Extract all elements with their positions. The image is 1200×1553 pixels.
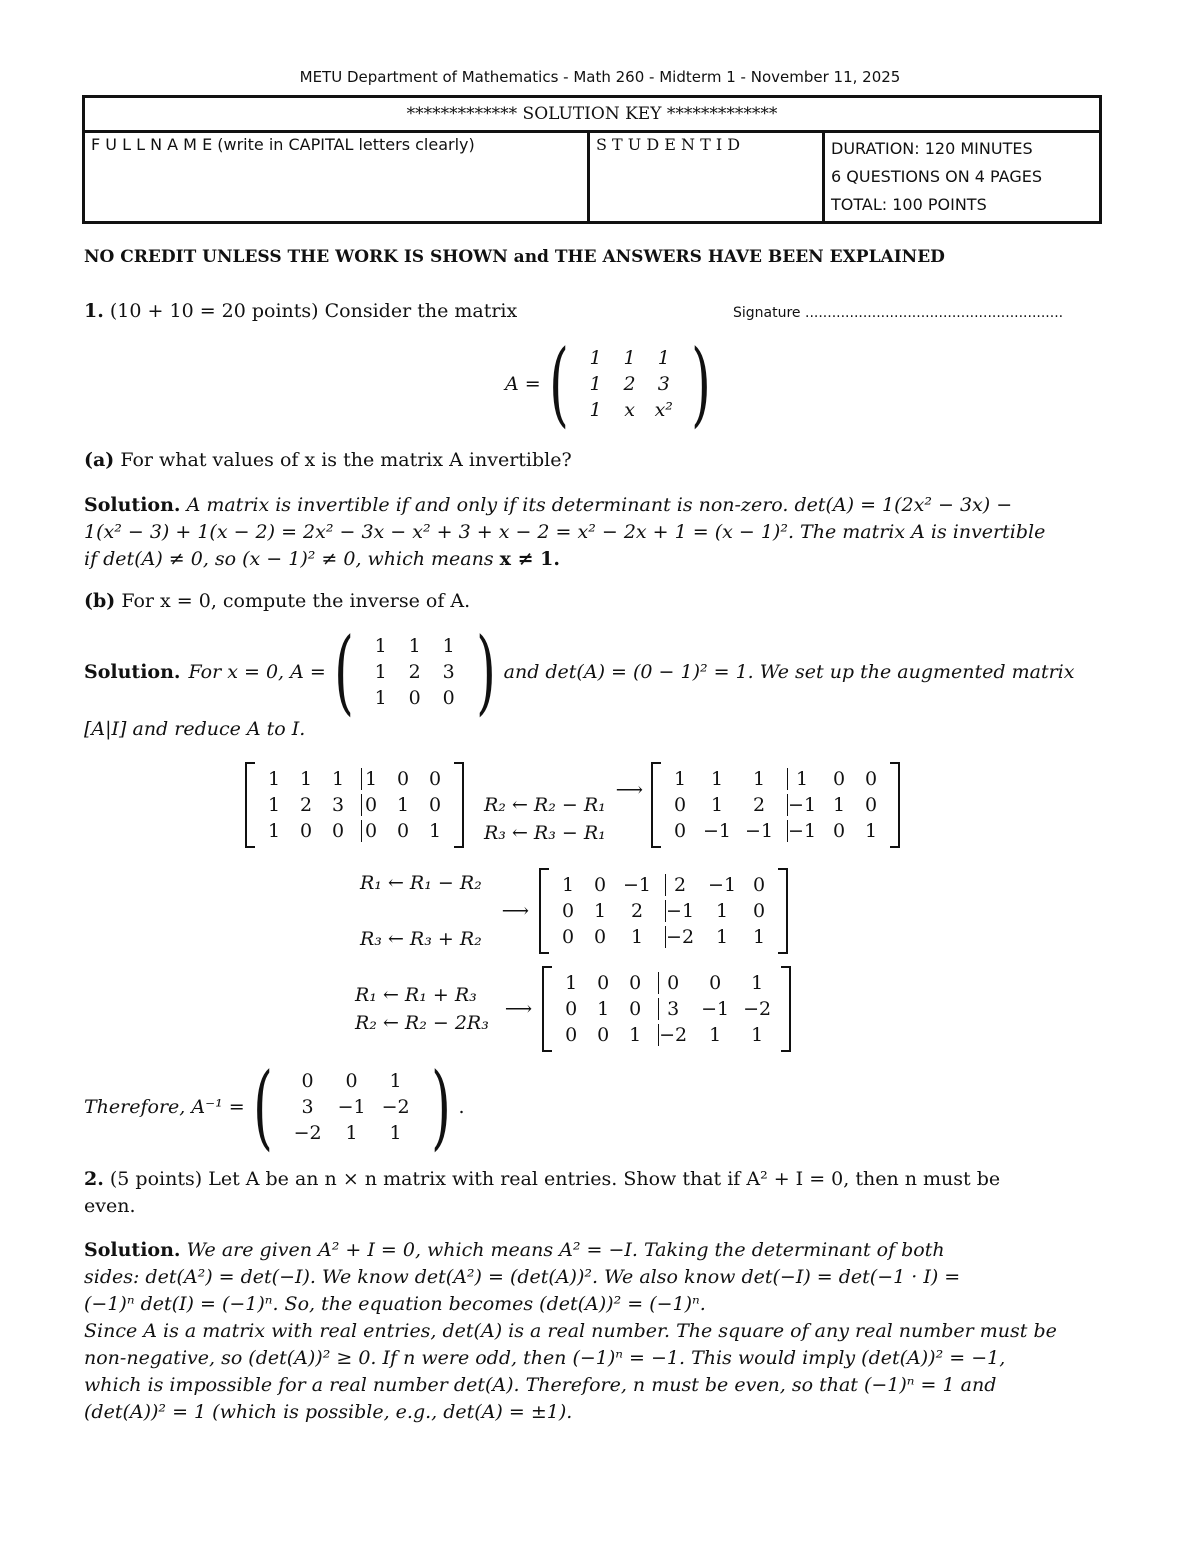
matrix-cell: 0 (658, 972, 687, 994)
q1b-label: (b) (84, 590, 116, 612)
matrix-cell: x (624, 399, 635, 421)
matrix-cell: 1 (561, 874, 575, 896)
matrix-cell: 0 (629, 998, 642, 1020)
matrix-cell: x² (654, 399, 673, 421)
matrix-cell: 1 (751, 1024, 764, 1046)
solution-label: Solution. (84, 494, 181, 516)
matrix-cell: 1 (752, 768, 766, 790)
matrix-cell: 2 (630, 900, 644, 922)
q1-number: 1. (84, 300, 104, 322)
matrix-cell: 1 (833, 794, 846, 816)
matrix-cell: 1 (589, 399, 602, 421)
matrix-cell: 3 (658, 998, 687, 1020)
matrix-cell: 0 (345, 1070, 358, 1092)
matrix-cell: 0 (428, 794, 442, 816)
matrix-cell: −1 (745, 820, 774, 842)
q2-solution (84, 1237, 1108, 1426)
inverse-matrix-entries (281, 1070, 423, 1144)
solution-key-banner: ************* SOLUTION KEY ************* (84, 97, 1101, 132)
matrix-cell: 1 (865, 820, 878, 842)
matrix-cell: 1 (267, 768, 281, 790)
matrix-cell: 1 (630, 926, 644, 948)
q1a-sol-line3: if det(A) ≠ 0, so (x − 1)² ≠ 0, which means (84, 548, 500, 570)
q1a-sol-line1: A matrix is invertible if and only if its determinant is non-zero. det(A) = 1(2x² − 3x) − (186, 494, 1013, 516)
matrix-A0-entries (362, 635, 468, 709)
matrix-cell: 1 (267, 794, 281, 816)
matrix-cell: 0 (561, 900, 575, 922)
matrix-cell: 1 (267, 820, 281, 842)
solution-label: Solution. (84, 661, 181, 683)
matrix-cell: 1 (361, 768, 380, 790)
row-op: R₁ ← R₁ − R₂ (360, 872, 482, 894)
q1b-solution-line: Solution. For x = 0, A = ( 1 1 1 1 2 3 1 0 0 ) and det(A) = (0 − 1)² = 1. We set up the augmented matrix (84, 618, 1075, 725)
matrix-cell: 0 (865, 768, 878, 790)
matrix-cell: −1 (337, 1096, 366, 1118)
matrix-cell: 1 (389, 1122, 402, 1144)
no-credit-notice: NO CREDIT UNLESS THE WORK IS SHOWN and THE ANSWERS HAVE BEEN EXPLAINED (84, 247, 945, 267)
period: . (458, 1096, 465, 1118)
full-name-label: F U L L N A M E (write in CAPITAL letters clearly) (91, 135, 475, 154)
matrix-cell: 2 (665, 874, 694, 896)
matrix-cell: 0 (361, 820, 380, 842)
arrow: ⟶ (615, 779, 644, 801)
matrix-cell: 0 (709, 972, 722, 994)
matrix-cell: 3 (331, 794, 345, 816)
matrix-cell: 0 (396, 768, 410, 790)
questions-text: 6 QUESTIONS ON 4 PAGES (831, 167, 1042, 186)
matrix-cell: 2 (408, 661, 421, 683)
matrix-cell: 1 (374, 661, 387, 683)
matrix-cell: −1 (788, 820, 817, 842)
q1-heading (84, 300, 517, 322)
matrix-cell: 0 (299, 820, 313, 842)
matrix-cell: 1 (589, 373, 602, 395)
matrix-cell: 1 (710, 794, 724, 816)
matrix-cell: 1 (751, 972, 764, 994)
matrix-cell: −2 (666, 926, 695, 948)
matrix-cell: 1 (374, 687, 387, 709)
matrix-cell: −1 (788, 794, 817, 816)
inverse-result: Therefore, A⁻¹ = ( 0 0 1 3 −1 −2 −2 1 1 ) . (84, 1053, 465, 1160)
q2-sol-line4: Since A is a matrix with real entries, det(A) is a real number. The square of any real number must be (84, 1320, 1057, 1342)
matrix-A-label: A = (505, 373, 541, 395)
matrix-cell: 3 (442, 661, 455, 683)
step2-operations (360, 869, 482, 953)
matrix-cell: 0 (593, 926, 607, 948)
page-header: METU Department of Mathematics - Math 260 - Midterm 1 - November 11, 2025 (299, 68, 901, 86)
row-op: R₁ ← R₁ + R₃ (355, 984, 477, 1006)
q2-prompt-line1: Let A be an n × n matrix with real entries. Show that if A² + I = 0, then n must be (208, 1168, 1001, 1190)
matrix-cell: 0 (833, 768, 846, 790)
signature-line[interactable]: Signature .......................................................... (733, 305, 1064, 321)
matrix-cell: 0 (561, 926, 575, 948)
matrix-cell: 0 (865, 794, 878, 816)
matrix-cell: −2 (743, 998, 772, 1020)
matrix-cell: 0 (597, 972, 610, 994)
exam-details (824, 132, 1101, 223)
q2-sol-line2: sides: det(A²) = det(−I). We know det(A²) = (det(A))². We also know det(−I) = det(−1 · I) = (84, 1266, 961, 1288)
q2-sol-line7: (det(A))² = 1 (which is possible, e.g., det(A) = ±1). (84, 1401, 573, 1423)
q1-prompt: Consider the matrix (324, 300, 518, 322)
q2-points: (5 points) (109, 1168, 203, 1190)
matrix-cell: 1 (589, 347, 602, 369)
q1-points: (10 + 10 = 20 points) (109, 300, 319, 322)
matrix-cell: −2 (659, 1024, 688, 1046)
matrix-cell: −1 (701, 998, 730, 1020)
therefore-text: Therefore, A⁻¹ = (84, 1096, 245, 1118)
full-name-field[interactable] (84, 132, 589, 223)
matrix-cell: −2 (381, 1096, 410, 1118)
row-op: R₃ ← R₃ − R₁ (484, 822, 606, 844)
matrix-cell: −1 (708, 874, 737, 896)
row-op: R₃ ← R₃ + R₂ (360, 928, 482, 950)
matrix-cell: −1 (666, 900, 695, 922)
matrix-cell: 0 (361, 794, 380, 816)
matrix-cell: 1 (299, 768, 313, 790)
matrix-cell: 0 (753, 900, 766, 922)
matrix-cell: 3 (657, 373, 670, 395)
matrix-cell: 1 (623, 347, 636, 369)
matrix-cell: 1 (374, 635, 387, 657)
matrix-cell: 0 (629, 972, 642, 994)
matrix-cell: 1 (593, 900, 607, 922)
row-op: R₂ ← R₂ − 2R₃ (355, 1012, 489, 1034)
matrix-A-entries (577, 347, 683, 421)
q1b-text: For x = 0, compute the inverse of A. (121, 590, 471, 612)
q1a-text: For what values of x is the matrix A invertible? (120, 449, 572, 471)
matrix-cell: 2 (752, 794, 766, 816)
matrix-cell: 1 (716, 926, 729, 948)
matrix-cell: 0 (565, 1024, 578, 1046)
augmented-matrix-step3 (552, 972, 781, 1046)
q1a-label: (a) (84, 449, 115, 471)
matrix-cell: 0 (408, 687, 421, 709)
matrix-cell: −2 (293, 1122, 322, 1144)
q1b-sol-pre: For x = 0, A = (188, 661, 326, 683)
matrix-cell: 1 (716, 900, 729, 922)
augmented-matrix-initial (255, 768, 454, 842)
row-reduction-step1 (245, 762, 900, 848)
q1a-sol-line2: 1(x² − 3) + 1(x − 2) = 2x² − 3x − x² + 3 + x − 2 = x² − 2x + 1 = (x − 1)². The matrix A is invertible (84, 521, 1046, 543)
q2-sol-line3: (−1)ⁿ det(I) = (−1)ⁿ. So, the equation becomes (det(A))² = (−1)ⁿ. (84, 1293, 706, 1315)
q2-sol-line1: We are given A² + I = 0, which means A² = −I. Taking the determinant of both (186, 1239, 945, 1261)
total-text: TOTAL: 100 POINTS (831, 195, 987, 214)
student-id-field[interactable] (589, 132, 824, 223)
row-op: R₂ ← R₂ − R₁ (484, 794, 606, 816)
q1a-solution (84, 492, 1108, 573)
matrix-cell: 0 (753, 874, 766, 896)
matrix-cell: 0 (565, 998, 578, 1020)
q2-prompt-line2: even. (84, 1195, 136, 1217)
arrow: ⟶ (504, 998, 533, 1020)
matrix-cell: −1 (623, 874, 652, 896)
matrix-cell: 2 (299, 794, 313, 816)
augmented-matrix-step2 (549, 874, 778, 948)
matrix-cell: 1 (442, 635, 455, 657)
matrix-cell: 0 (673, 820, 687, 842)
row-reduction-step3 (355, 966, 791, 1052)
matrix-cell: 0 (442, 687, 455, 709)
duration-text: DURATION: 120 MINUTES (831, 139, 1033, 158)
row-reduction-step2 (360, 868, 788, 954)
matrix-cell: 1 (389, 1070, 402, 1092)
q2-sol-line5: non-negative, so (det(A))² ≥ 0. If n were odd, then (−1)ⁿ = −1. This would imply (det(A))² = −1, (84, 1347, 1006, 1369)
matrix-cell: 0 (673, 794, 687, 816)
matrix-cell: 1 (597, 998, 610, 1020)
matrix-cell: 0 (301, 1070, 314, 1092)
q1b-sol-line2: [A|I] and reduce A to I. (84, 718, 306, 740)
augmented-matrix-step1 (661, 768, 890, 842)
matrix-cell: 1 (710, 768, 724, 790)
matrix-cell: 1 (345, 1122, 358, 1144)
matrix-cell: 0 (597, 1024, 610, 1046)
q2-prompt (84, 1166, 1108, 1220)
matrix-cell: 0 (593, 874, 607, 896)
matrix-cell: 1 (331, 768, 345, 790)
matrix-cell: 0 (396, 820, 410, 842)
matrix-cell: 1 (428, 820, 442, 842)
exam-info-box (82, 95, 1102, 224)
matrix-cell: −1 (703, 820, 732, 842)
matrix-cell: 1 (396, 794, 410, 816)
solution-label: Solution. (84, 1239, 181, 1261)
matrix-cell: 1 (709, 1024, 722, 1046)
matrix-cell: 0 (833, 820, 846, 842)
arrow: ⟶ (501, 900, 530, 922)
matrix-cell: 3 (301, 1096, 314, 1118)
matrix-cell: 1 (657, 347, 670, 369)
matrix-cell: 1 (673, 768, 687, 790)
student-id-label: S T U D E N T I D (596, 135, 741, 154)
matrix-cell: 0 (331, 820, 345, 842)
q1b-prompt (84, 590, 470, 612)
matrix-cell: 1 (408, 635, 421, 657)
matrix-cell: 1 (753, 926, 766, 948)
q2-sol-line6: which is impossible for a real number det(A). Therefore, n must be even, so that (−1)ⁿ = 1 and (84, 1374, 997, 1396)
q1a-answer: x ≠ 1. (499, 548, 560, 570)
matrix-cell: 1 (629, 1024, 642, 1046)
q1-matrix-A: A = ( 1 1 1 1 2 3 1 x x² ) (505, 330, 711, 437)
q2-number: 2. (84, 1168, 104, 1190)
step1-operations (484, 763, 606, 847)
matrix-cell: 2 (623, 373, 636, 395)
matrix-cell: 0 (428, 768, 442, 790)
step3-operations (355, 981, 489, 1037)
q1b-sol-post: and det(A) = (0 − 1)² = 1. We set up the augmented matrix (503, 661, 1075, 683)
matrix-cell: 1 (787, 768, 816, 790)
matrix-cell: 1 (565, 972, 578, 994)
q1a-prompt (84, 449, 572, 471)
